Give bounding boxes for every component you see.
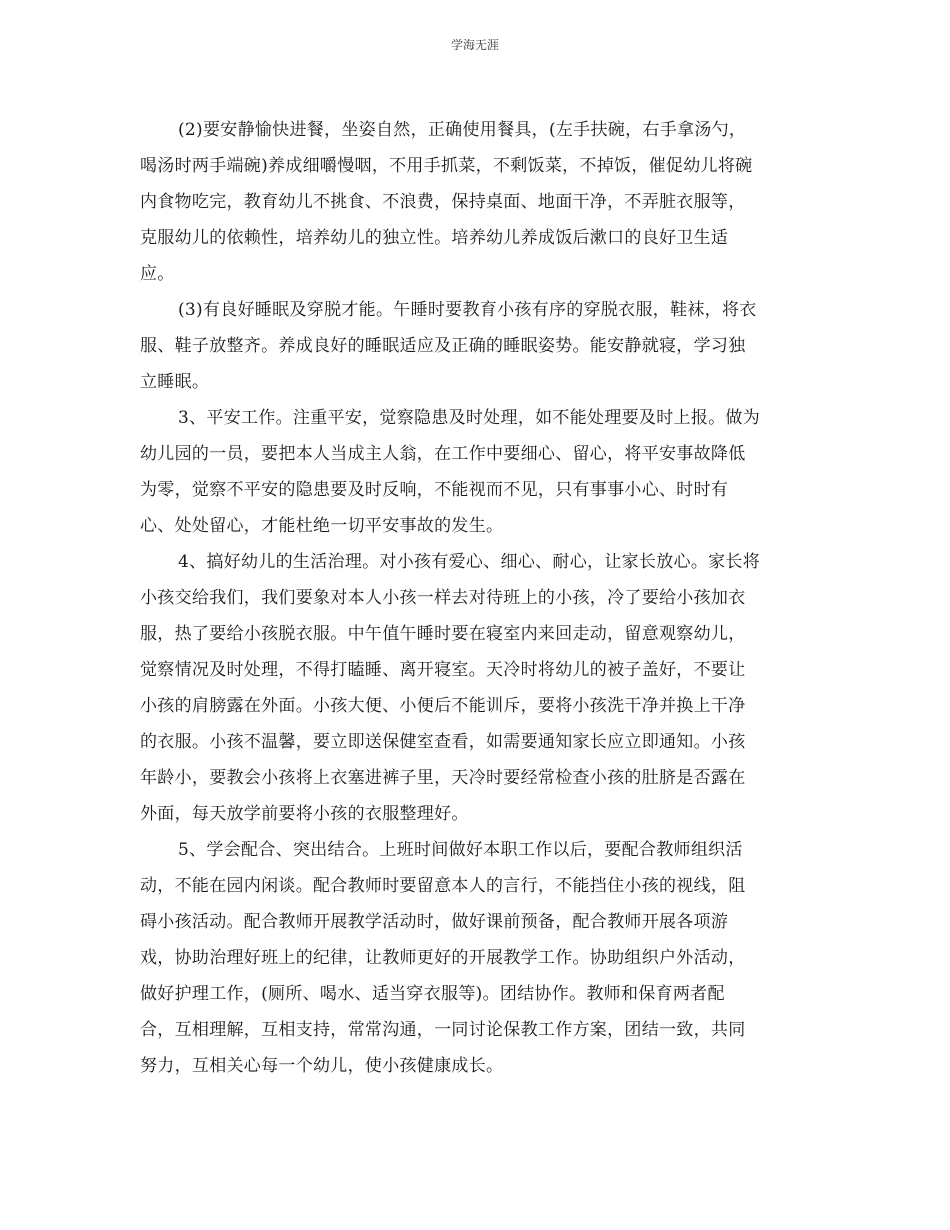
text-line: 内食物吃完，教育幼儿不挑食、不浪费，保持桌面、地面干净，不弄脏衣服等， xyxy=(140,192,746,212)
text-line: 努力，互相关心每一个幼儿，使小孩健康成长。 xyxy=(140,1056,504,1076)
text-line: 年龄小，要教会小孩将上衣塞进裤子里，天冷时要经常检查小孩的肚脐是否露在 xyxy=(140,768,746,788)
text-line: 戏，协助治理好班上的纪律，让教师更好的开展教学工作。协助组织户外活动， xyxy=(140,948,746,968)
text-line: 幼儿园的一员，要把本人当成主人翁，在工作中要细心、留心，将平安事故降低 xyxy=(140,444,746,464)
text-line: (2)要安静愉快进餐，坐姿自然，正确使用餐具，(左手扶碗，右手拿汤勺， xyxy=(178,120,747,140)
text-line: 合，互相理解，互相支持，常常沟通，一同讨论保教工作方案，团结一致，共同 xyxy=(140,1020,746,1040)
text-line: 5、学会配合、突出结合。上班时间做好本职工作以后，要配合教师组织活 xyxy=(178,840,743,860)
text-line: 的衣服。小孩不温馨，要立即送保健室查看，如需要通知家长应立即通知。小孩 xyxy=(140,732,746,752)
paragraph-daily-care xyxy=(140,544,812,832)
text-line: 觉察情况及时处理，不得打瞌睡、离开寝室。天冷时将幼儿的被子盖好，不要让 xyxy=(140,660,746,680)
text-line: 应。 xyxy=(140,264,175,284)
page-header: 学海无涯 xyxy=(450,38,499,52)
paragraph-sleeping xyxy=(140,292,812,400)
text-line: 碍小孩活动。配合教师开展教学活动时，做好课前预备，配合教师开展各项游 xyxy=(140,912,729,932)
text-line: 心、处处留心，才能杜绝一切平安事故的发生。 xyxy=(140,516,504,536)
text-line: 为零，觉察不平安的隐患要及时反响，不能视而不见，只有事事小心、时时有 xyxy=(140,480,729,500)
text-line: 喝汤时两手端碗)养成细嚼慢咽，不用手抓菜，不剩饭菜，不掉饭，催促幼儿将碗 xyxy=(140,156,753,176)
text-line: 3、平安工作。注重平安，觉察隐患及时处理，如不能处理要及时上报。做为 xyxy=(178,408,761,428)
text-line: 做好护理工作，(厕所、喝水、适当穿衣服等)。团结协作。教师和保育两者配 xyxy=(140,984,725,1004)
text-line: 克服幼儿的依赖性，培养幼儿的独立性。培养幼儿养成饭后漱口的良好卫生适 xyxy=(140,228,729,248)
text-line: 外面，每天放学前要将小孩的衣服整理好。 xyxy=(140,804,469,824)
paragraph-eating xyxy=(140,112,812,292)
document-body xyxy=(140,112,812,1084)
text-line: 服、鞋子放整齐。养成良好的睡眠适应及正确的睡眠姿势。能安静就寝，学习独 xyxy=(140,336,746,356)
text-line: 立睡眠。 xyxy=(140,372,210,392)
text-line: 动，不能在园内闲谈。配合教师时要留意本人的言行，不能挡住小孩的视线，阻 xyxy=(140,876,746,896)
text-line: 小孩交给我们，我们要象对本人小孩一样去对待班上的小孩，冷了要给小孩加衣 xyxy=(140,588,746,608)
text-line: 服，热了要给小孩脱衣服。中午值午睡时要在寝室内来回走动，留意观察幼儿， xyxy=(140,624,746,644)
paragraph-safety xyxy=(140,400,812,544)
text-line: 4、搞好幼儿的生活治理。对小孩有爱心、细心、耐心，让家长放心。家长将 xyxy=(178,552,761,572)
paragraph-cooperation xyxy=(140,832,812,1084)
text-line: (3)有良好睡眠及穿脱才能。午睡时要教育小孩有序的穿脱衣服，鞋袜，将衣 xyxy=(178,300,757,320)
text-line: 小孩的肩膀露在外面。小孩大便、小便后不能训斥，要将小孩洗干净并换上干净 xyxy=(140,696,746,716)
